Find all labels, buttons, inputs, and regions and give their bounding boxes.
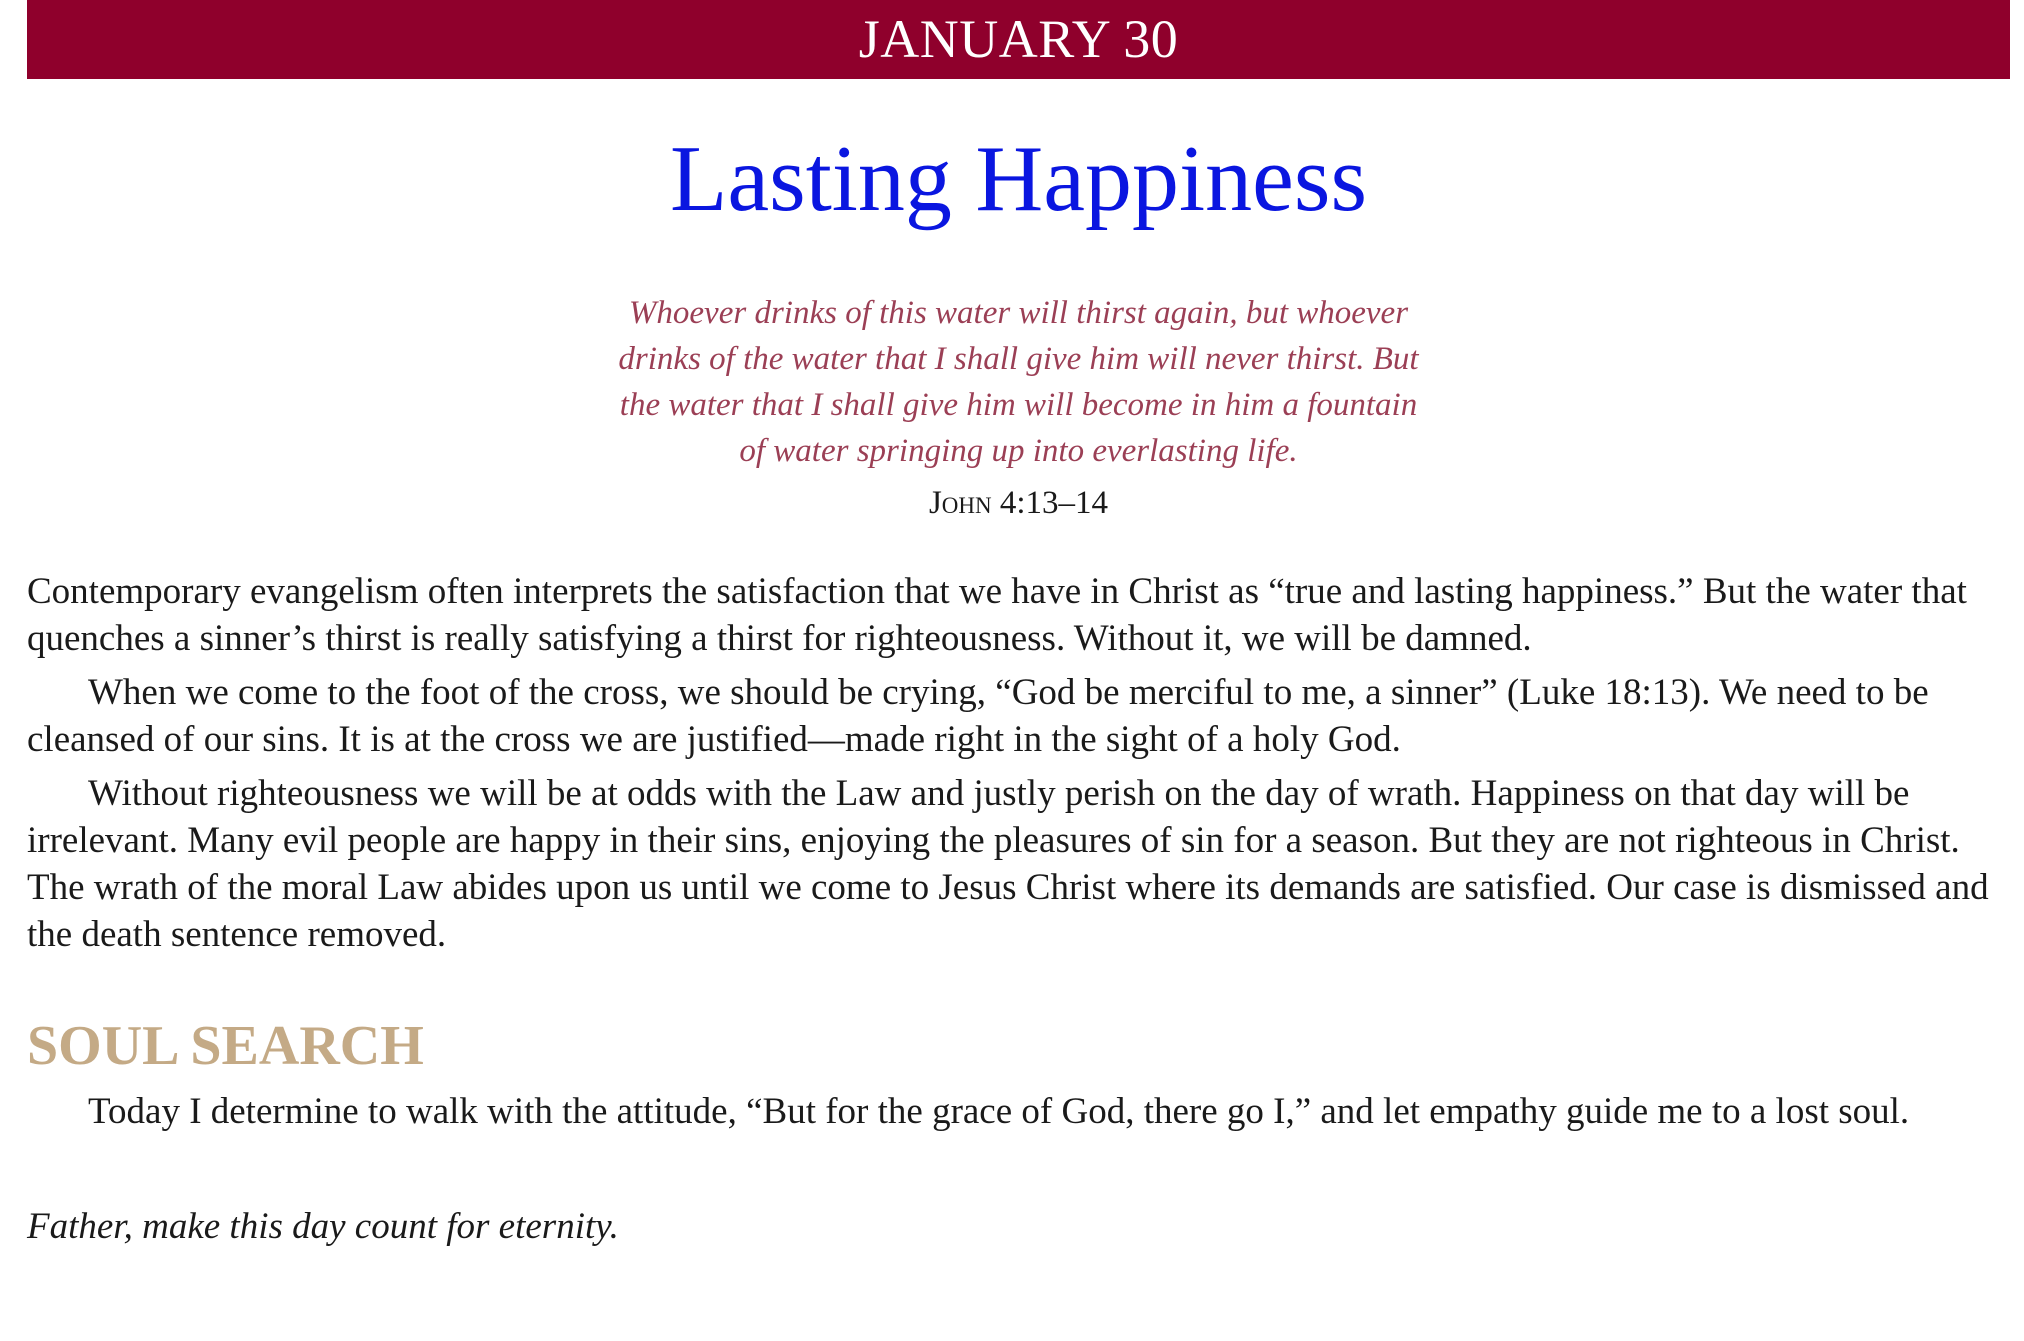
scripture-quote [579, 290, 1459, 474]
body-paragraph-3: Without righteousness we will be at odds with the Law and justly perish on the day of wrath. Happiness on that day will be irrelevant. Many evil people are happy in their sins, enjoying the pleasures of sin for a season. But they are not righteous in Christ. The wrath of the moral Law abides upon us until we come to Jesus Christ where its demands are satisfied. Our case is dismissed and the death sentence removed. [27, 773, 1989, 955]
soul-search-text: Today I determine to walk with the attitude, “But for the grace of God, there go I,” and let empathy guide me to a lost soul. [88, 1091, 1910, 1133]
soul-search-heading: SOUL SEARCH [27, 1015, 424, 1077]
devotional-page [27, 0, 2010, 1250]
scripture-reference: John 4:13–14 [928, 485, 1109, 521]
scripture-line: Whoever drinks of this water will thirst again, but whoever [628, 295, 1409, 331]
scripture-line: of water springing up into everlasting life. [739, 433, 1298, 469]
devotional-title: Lasting Happiness [669, 127, 1368, 231]
body-paragraph-1: Contemporary evangelism often interprets the satisfaction that we have in Christ as “true and lasting happiness.” But the water that quenches a sinner’s thirst is really satisfying a thirst for righteousness. Without it, we will be damned. [27, 571, 1967, 659]
closing-prayer: Father, make this day count for eternity. [27, 1206, 619, 1248]
scripture-line: drinks of the water that I shall give him will never thirst. But [618, 341, 1419, 377]
body-paragraph-2: When we come to the foot of the cross, we should be crying, “God be merciful to me, a sinner” (Luke 18:13). We need to be cleansed of our sins. It is at the cross we are justified—made right in the sight of a holy God. [27, 672, 1929, 760]
devotional-body [27, 568, 2010, 958]
date-banner: JANUARY 30 [27, 0, 2010, 79]
scripture-line: the water that I shall give him will become in him a fountain [619, 387, 1418, 423]
